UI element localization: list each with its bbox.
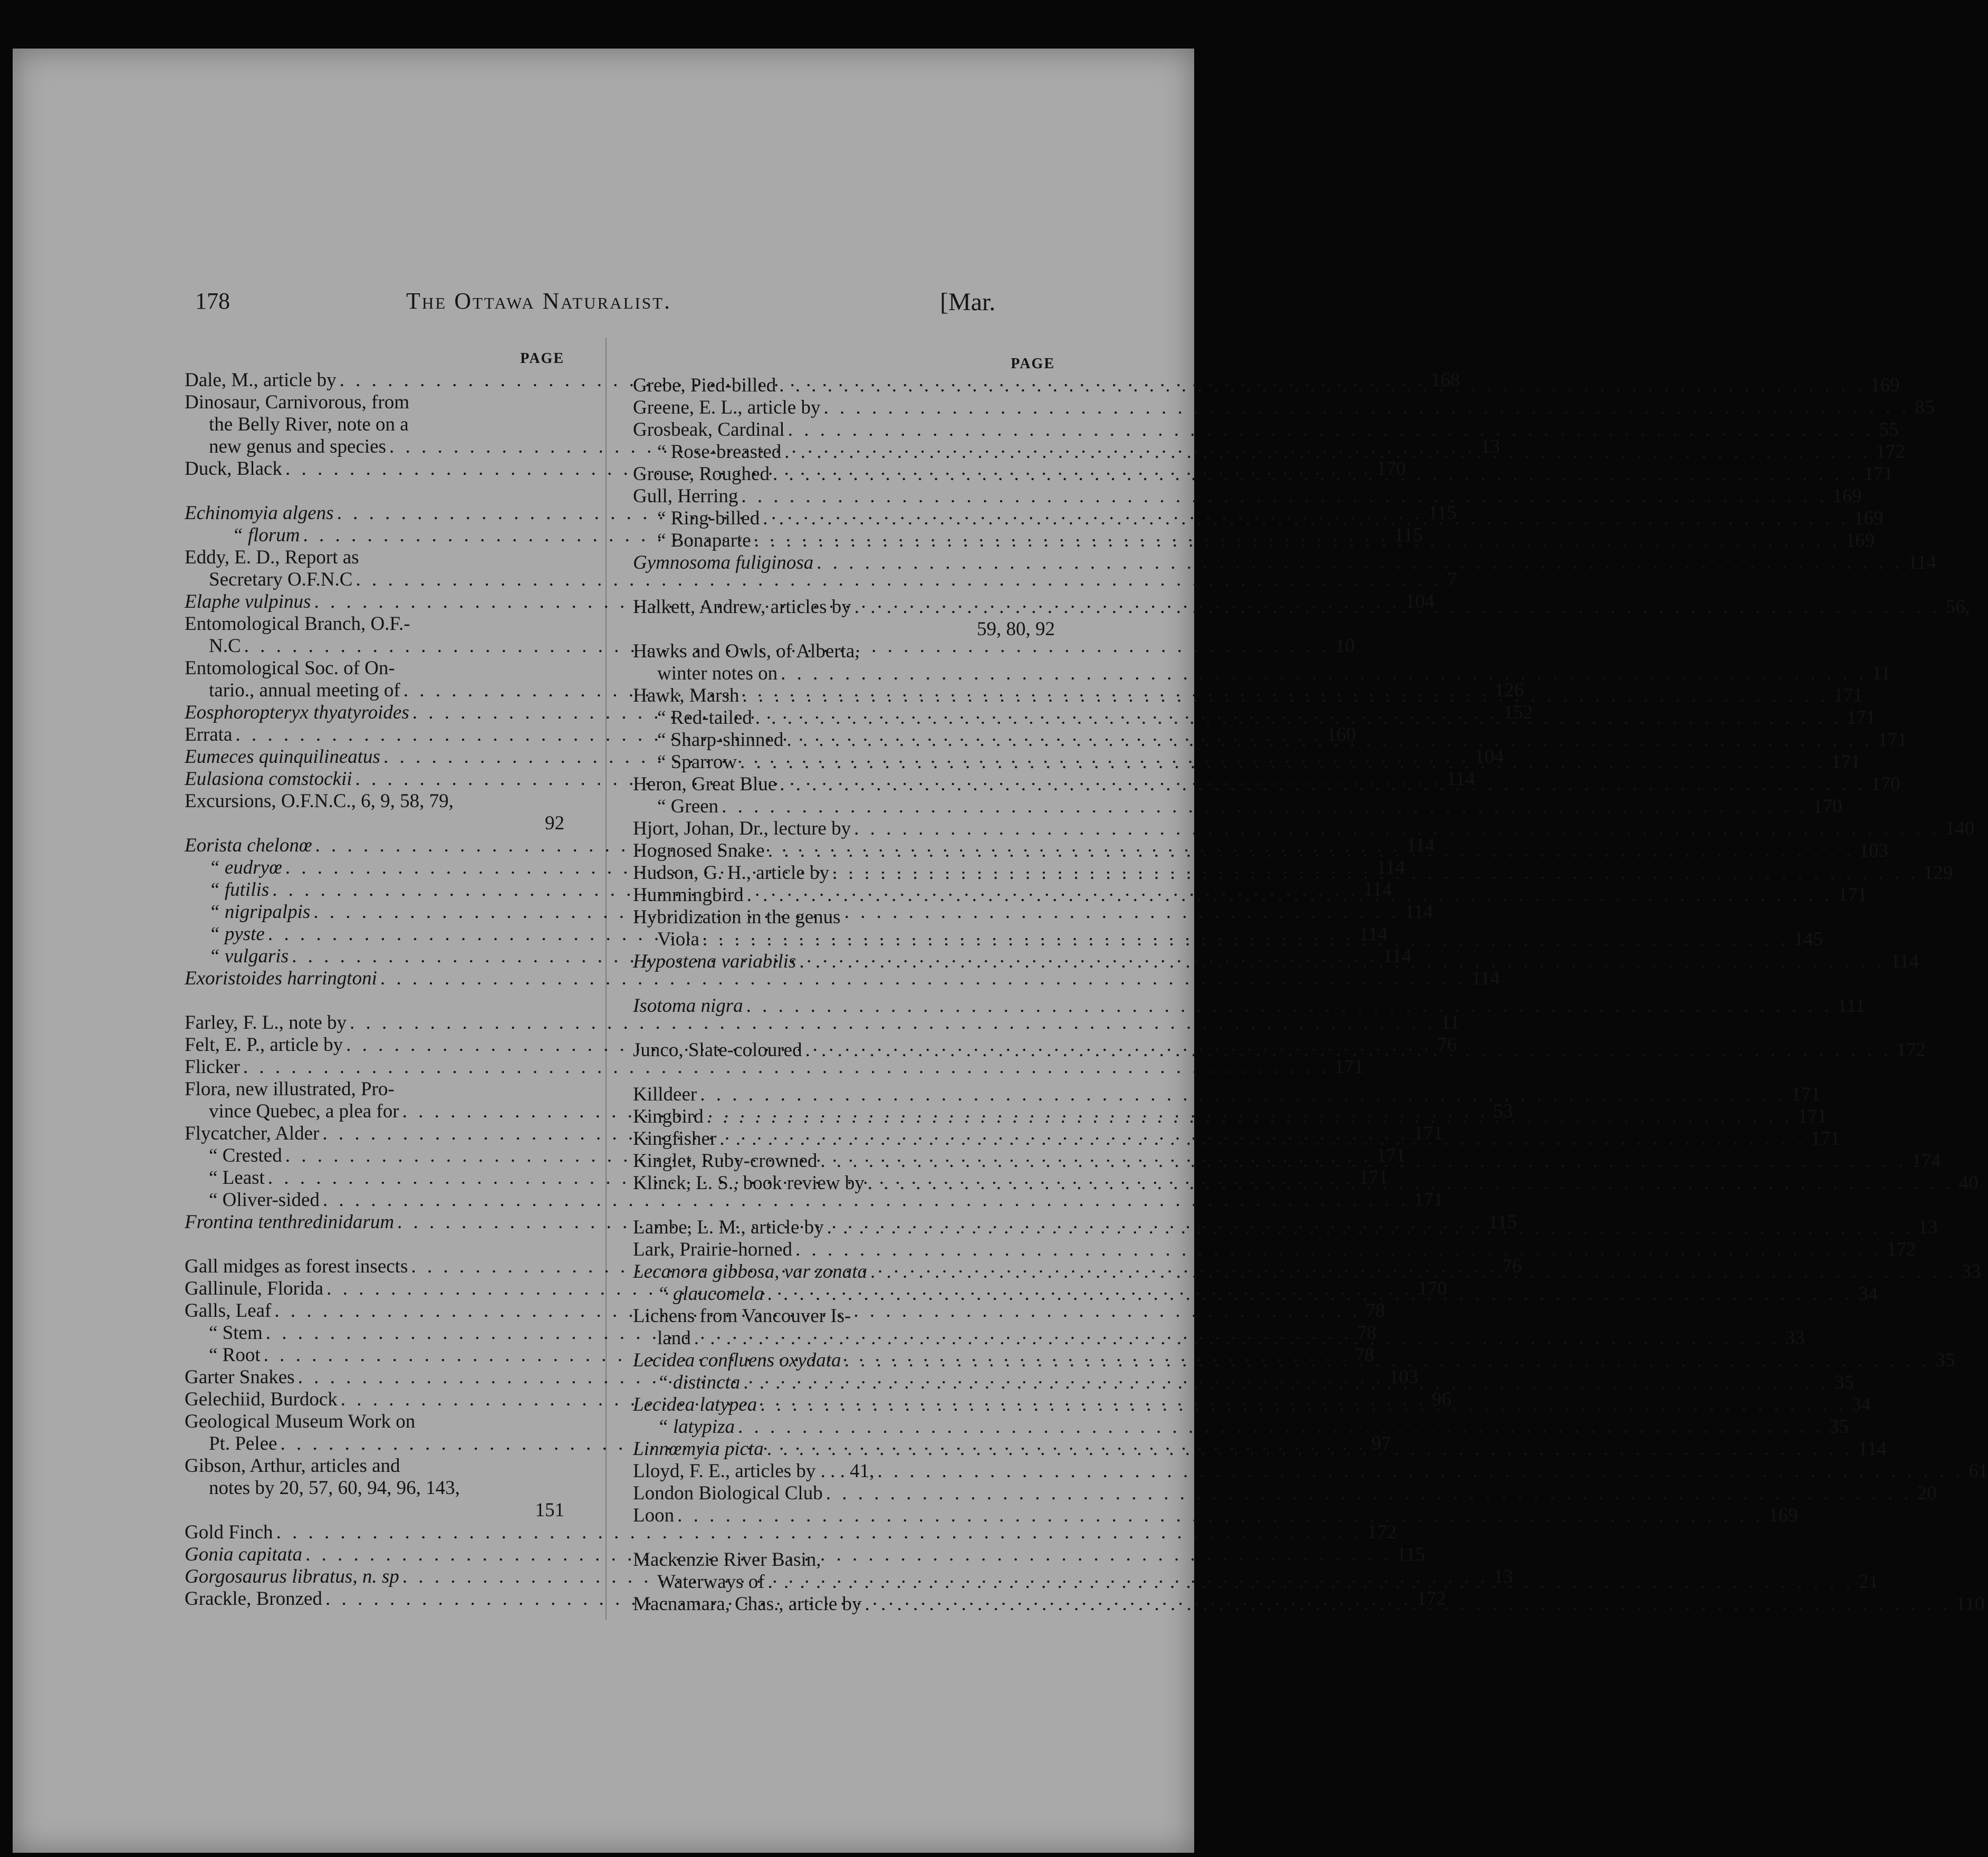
entry-text: Farley, F. L., note by (185, 1012, 347, 1033)
entry-text: vince Quebec, a plea for (209, 1100, 399, 1122)
entry-text: “ nigripalpis (209, 901, 311, 923)
entry-text: Gull, Herring (633, 485, 738, 507)
entry-text: “ Ring-billed (657, 508, 760, 529)
entry-text: Gorgosaurus libratus, n. sp (185, 1566, 399, 1587)
page-column-label: PAGE (1011, 356, 1055, 372)
entry-text: Greene, E. L., article by (633, 397, 821, 418)
entry-text: “ florum (232, 524, 300, 546)
leader-dots (851, 596, 1944, 618)
entry-text: “ Crested (209, 1145, 282, 1166)
entry-text: Flora, new illustrated, Pro- (185, 1078, 395, 1100)
index-entry (185, 1189, 1444, 1211)
index-entry (185, 812, 564, 835)
entry-text: Eorista chelonœ (185, 835, 312, 856)
entry-text: Geological Museum Work on (185, 1411, 416, 1432)
entry-page-number: 169 (1832, 485, 1862, 507)
entry-page-number: 11 (1871, 663, 1891, 684)
entry-text: Kinglet, Ruby-crowned (633, 1150, 818, 1172)
leader-dots (770, 463, 1862, 485)
entry-text: Gibson, Arthur, articles and (185, 1455, 400, 1477)
entry-text: Halkett, Andrew, articles by (633, 596, 851, 618)
entry-text: Heron, Great Blue (633, 773, 777, 795)
leader-dots (764, 1438, 1856, 1460)
entry-page-number: 114 (1471, 968, 1500, 989)
leader-dots (735, 1416, 1827, 1438)
index-entry (633, 796, 1842, 818)
entry-text: “ Sharp-shinned (657, 729, 784, 751)
entry-text: “ eudryœ (209, 857, 282, 878)
leader-dots (738, 485, 1830, 508)
entry-text: Eumeces quinquilineatus (185, 746, 380, 768)
index-entry (633, 1128, 1840, 1150)
entry-text: winter notes on (657, 663, 778, 684)
entry-page-number: 171 (1414, 1123, 1443, 1144)
entry-page-number: 103 (1859, 840, 1888, 862)
entry-text: “ pyste (209, 923, 265, 945)
running-header (179, 281, 1023, 323)
entry-text: London Biological Club (633, 1482, 823, 1504)
entry-text: “ Bonaparte (657, 530, 751, 551)
entry-text: tario., annual meeting of (209, 679, 400, 701)
leader-dots (874, 1460, 1966, 1482)
leader-dots (829, 862, 1922, 884)
entry-text: the Belly River, note on a (209, 414, 409, 435)
leader-dots (776, 375, 1868, 397)
entry-text: “ glaucomela (657, 1283, 764, 1305)
entry-text: Secretary O.F.N.C (209, 569, 353, 590)
index-entry (633, 640, 1055, 663)
entry-text: Isotoma nigra (633, 995, 743, 1017)
leader-dots (752, 707, 1845, 729)
entry-page-number: 76 (1502, 1256, 1522, 1277)
entry-page-number: 171 (1376, 1145, 1406, 1166)
entry-page-number: 169 (1853, 508, 1884, 529)
entry-text: “ Stem (209, 1322, 263, 1344)
index-entry (185, 414, 564, 436)
entry-page-number: 170 (1376, 458, 1406, 480)
entry-page-number: 160 (1327, 724, 1356, 745)
entry-text: Hognosed Snake (633, 840, 765, 862)
issue-month: [Mar. (940, 288, 996, 316)
index-entry (633, 951, 1919, 973)
entry-text: Grebe, Pied-billed (633, 375, 776, 396)
entry-text: “ latypiza (657, 1416, 735, 1438)
index-entry (185, 1499, 564, 1521)
entry-text: Lecanora gibbosa, var zonata (633, 1261, 867, 1282)
entry-page-number: 92 (545, 812, 564, 834)
index-entry (633, 995, 1866, 1017)
entry-page-number: 104 (1405, 591, 1435, 612)
entry-text: Hypostena variabilis (633, 951, 796, 972)
entry-text: Exoristoides harringtoni (185, 968, 377, 989)
index-entry (633, 1482, 1937, 1505)
page-number: 178 (195, 288, 230, 314)
index-entry (185, 968, 1500, 990)
entry-page-number: 171 (1791, 1084, 1821, 1105)
entry-page-number: 104 (1474, 746, 1504, 768)
leader-dots (691, 1327, 1783, 1349)
entry-text: Hjort, Johan, Dr., lecture by (633, 818, 851, 839)
leader-dots (739, 685, 1831, 707)
entry-page-number: 35 (1835, 1372, 1855, 1393)
entry-text: Hybridization in the genus (633, 906, 841, 928)
entry-page-number: 170 (1871, 773, 1900, 795)
entry-page-number: 85 (1915, 397, 1935, 418)
entry-text: Dale, M., article by (185, 369, 337, 391)
leader-dots (865, 1172, 1957, 1194)
index-entry (185, 1455, 564, 1477)
entry-page-number: 56, (1945, 596, 1970, 618)
entry-page-number: 55 (1879, 419, 1899, 441)
leader-dots (751, 530, 1843, 552)
leader-dots (737, 751, 1829, 773)
entry-page-number: 78 (1366, 1300, 1386, 1322)
entry-page-number: 171 (1798, 1106, 1827, 1127)
index-entry (633, 618, 1055, 640)
leader-dots (697, 1084, 1789, 1106)
entry-text: N.C (209, 635, 241, 657)
entry-text: Macnamara, Chas., article by (633, 1593, 862, 1615)
entry-page-number: 171 (1833, 685, 1863, 706)
leader-dots (743, 995, 1836, 1017)
entry-page-number: 21 (1859, 1571, 1879, 1593)
entry-page-number: 114 (1858, 1438, 1887, 1460)
index-entry (633, 1505, 1798, 1527)
index-entry (185, 569, 1457, 591)
entry-text: Grouse, Roughed (633, 463, 770, 485)
entry-page-number: 76 (1437, 1034, 1457, 1056)
entry-page-number: 35 (1935, 1349, 1955, 1371)
leader-dots (674, 1505, 1766, 1527)
index-entry (185, 1477, 564, 1499)
index-entry (633, 906, 1055, 928)
entry-page-number: 115 (1428, 502, 1457, 524)
entry-text: Kingbird (633, 1106, 704, 1127)
entry-text: Eddy, E. D., Report as (185, 547, 359, 568)
index-entry (185, 657, 564, 679)
entry-page-number: 111 (1837, 995, 1866, 1017)
entry-page-number: 172 (1416, 1588, 1446, 1610)
entry-page-number: 13 (1493, 1566, 1513, 1587)
entry-page-number: 171 (1359, 1167, 1389, 1189)
index-entry (185, 1056, 1364, 1078)
entry-text: Gymnosoma fuliginosa (633, 552, 814, 573)
leader-dots (740, 1372, 1832, 1394)
entry-page-number: 171 (1864, 463, 1894, 485)
entry-text: Entomological Branch, O.F.- (185, 613, 410, 635)
entry-page-number: 171 (1414, 1189, 1444, 1211)
leader-dots (851, 818, 1943, 840)
leader-dots (792, 1239, 1885, 1261)
entry-page-number: 11 (1440, 1012, 1460, 1033)
entry-page-number: 96 (1432, 1389, 1452, 1410)
entry-text: land (657, 1327, 691, 1349)
entry-page-number: 114 (1406, 835, 1435, 856)
entry-page-number: 115 (1396, 1544, 1425, 1565)
entry-page-number: 114 (1405, 901, 1434, 923)
entry-text: Echinomyia algens (185, 502, 334, 524)
index-entry (185, 391, 564, 414)
leader-dots (744, 884, 1836, 906)
entry-text: Loon (633, 1505, 675, 1526)
entry-page-number: 129 (1923, 862, 1953, 884)
entry-page-number: 174 (1912, 1150, 1941, 1172)
entry-text: Kingfisher (633, 1128, 717, 1150)
entry-text: notes by 20, 57, 60, 94, 96, 143, (209, 1477, 460, 1499)
entry-page-number: 140 (1945, 818, 1975, 839)
entry-page-number: 171 (1334, 1056, 1364, 1078)
entry-page-number: 33 (1961, 1261, 1981, 1282)
entry-text: Gold Finch (185, 1521, 273, 1543)
entry-text: “ Red-tailed (657, 707, 752, 729)
index-entry (633, 1460, 1988, 1482)
entry-page-number: 170 (1417, 1278, 1447, 1299)
entry-text: Grackle, Bronzed (185, 1588, 322, 1610)
entry-text: Frontina tenthredinidarum (185, 1211, 395, 1233)
entry-text: “ distincta (657, 1372, 741, 1393)
entry-page-number: 61 (1968, 1460, 1988, 1482)
leader-dots (716, 1128, 1809, 1150)
index-entry (633, 818, 1975, 840)
entry-text: Hawk, Marsh (633, 685, 740, 706)
entry-page-number: 114 (1446, 768, 1475, 790)
leader-dots (817, 1150, 1909, 1172)
entry-page-number: 171 (1811, 1128, 1840, 1150)
entry-text: Hummingbird (633, 884, 744, 906)
index-entry (633, 552, 1937, 574)
entry-text: Hawks and Owls, of Alberta, (633, 640, 860, 662)
index-entry (633, 1305, 1055, 1327)
leader-dots (820, 397, 1913, 419)
entry-text: Linnœmyia picta (633, 1438, 764, 1460)
leader-dots (785, 419, 1877, 441)
entry-page-number: 115 (1488, 1211, 1517, 1233)
entry-text: Lecidea confluens oxydata (633, 1349, 841, 1371)
leader-dots (765, 840, 1857, 862)
entry-page-number: 145 (1793, 928, 1823, 950)
leader-dots (796, 951, 1888, 973)
entry-text: Duck, Black (185, 458, 282, 480)
leader-dots (760, 508, 1852, 530)
leader-dots (862, 1593, 1954, 1615)
entry-page-number: 114 (1359, 923, 1388, 945)
entry-text: Klinck, L. S., book review by (633, 1172, 865, 1194)
entry-page-number: 114 (1363, 879, 1392, 901)
entry-page-number: 169 (1768, 1505, 1798, 1526)
entry-page-number: 172 (1367, 1521, 1397, 1543)
entry-text: Grosbeak, Cardinal (633, 419, 785, 441)
entry-text: Killdeer (633, 1084, 697, 1105)
entry-page-number: 171 (1846, 707, 1876, 729)
leader-dots (824, 1217, 1916, 1239)
leader-dots (776, 773, 1869, 796)
entry-page-number: 103 (1389, 1366, 1418, 1388)
index-entry (633, 397, 1935, 419)
entry-page-number: 114 (1376, 857, 1405, 878)
entry-text: Gallinule, Florida (185, 1278, 324, 1299)
entry-page-number: 172 (1886, 1239, 1916, 1260)
entry-page-number: 171 (1831, 751, 1861, 773)
entry-page-number: 53 (1493, 1100, 1513, 1122)
page-column-label: PAGE (520, 350, 564, 367)
entry-text: Lark, Prairie-horned (633, 1239, 793, 1260)
leader-dots (704, 1106, 1796, 1128)
entry-page-number: 151 (535, 1499, 564, 1521)
leader-dots (777, 663, 1870, 685)
index-entry (633, 1549, 1055, 1571)
leader-dots (781, 441, 1874, 463)
leader-dots (841, 1349, 1934, 1372)
entry-page-number: 172 (1876, 441, 1905, 463)
entry-page-number: 10 (1335, 635, 1355, 657)
entry-text: Lloyd, F. E., articles by . . . 41, (633, 1460, 875, 1482)
entry-page-number: 114 (1382, 945, 1411, 967)
leader-dots (764, 1283, 1856, 1305)
index-entry (185, 547, 564, 569)
entry-text: “ Green (657, 796, 719, 817)
index-entry (185, 1012, 1460, 1034)
index-entry (185, 1411, 564, 1433)
entry-page-number: 33 (1785, 1327, 1805, 1349)
leader-dots (765, 1571, 1857, 1593)
entry-text: Flycatcher, Alder (185, 1123, 320, 1144)
entry-text: “ Rose-breasted (657, 441, 782, 463)
index-entry (633, 419, 1899, 441)
index-entry (185, 1078, 564, 1100)
entry-text: Waterways of (657, 1571, 765, 1593)
entry-page-number: 7 (1447, 569, 1457, 590)
entry-page-number: 171 (1878, 729, 1907, 751)
entry-text: “ Sparrow (657, 751, 737, 773)
entry-page-number: 170 (1812, 796, 1842, 817)
index-entry (633, 1084, 1821, 1106)
index-entry (633, 485, 1862, 508)
entry-text: Felt, E. P., article by (185, 1034, 343, 1056)
entry-page-number: 13 (1480, 436, 1500, 457)
entry-page-number: 169 (1870, 375, 1900, 396)
leader-dots (718, 796, 1811, 818)
entry-text: “ Least (209, 1167, 265, 1189)
leader-dots (867, 1261, 1960, 1283)
entry-page-number: 35 (1829, 1416, 1849, 1438)
leader-dots (802, 1039, 1895, 1061)
index-entry (185, 1521, 1397, 1544)
entry-text: Entomological Soc. of On- (185, 657, 395, 679)
entry-page-number: 114 (1890, 951, 1919, 972)
entry-text: Lecidea latypea (633, 1394, 757, 1415)
entry-page-number: 59, 80, 92 (977, 618, 1055, 640)
entry-page-number: 114 (1908, 552, 1937, 573)
index-entry (185, 613, 564, 635)
leader-dots (699, 928, 1792, 951)
index-entry (633, 1416, 1849, 1438)
leader-dots (813, 552, 1906, 574)
entry-text: Elaphe vulpinus (185, 591, 311, 612)
entry-text: Gall midges as forest insects (185, 1256, 408, 1277)
leader-dots (823, 1482, 1915, 1505)
entry-page-number: 126 (1494, 679, 1524, 701)
entry-text: “ Root (209, 1344, 261, 1366)
entry-page-number: 78 (1355, 1344, 1375, 1366)
entry-text: “ vulgaris (209, 945, 289, 967)
entry-text: Garter Snakes (185, 1366, 295, 1388)
entry-page-number: 40 (1958, 1172, 1979, 1194)
entry-page-number: 34 (1851, 1394, 1871, 1415)
journal-title: The Ottawa Naturalist. (406, 288, 672, 314)
entry-page-number: 13 (1918, 1217, 1938, 1238)
entry-page-number: 172 (1896, 1039, 1926, 1061)
index-entry (633, 1239, 1916, 1261)
entry-text: Viola (657, 928, 699, 950)
entry-page-number: 97 (1371, 1433, 1391, 1454)
entry-text: Lambe, L. M., article by (633, 1217, 824, 1238)
entry-text: “ futilis (209, 879, 270, 901)
entry-text: Gelechiid, Burdock (185, 1389, 338, 1410)
entry-text: Flicker (185, 1056, 240, 1078)
entry-text: Pt. Pelee (209, 1433, 277, 1454)
index-entry (633, 663, 1891, 685)
entry-text: Eulasiona comstockii (185, 768, 352, 790)
entry-text: Excursions, O.F.N.C., 6, 9, 58, 79, (185, 790, 454, 812)
entry-text: Dinosaur, Carnivorous, from (185, 391, 410, 413)
entry-text: “ Oliver-sided (209, 1189, 320, 1211)
entry-page-number: 168 (1430, 369, 1460, 391)
entry-page-number: 20 (1917, 1482, 1937, 1504)
entry-page-number: 152 (1503, 702, 1533, 723)
index-entry (185, 790, 564, 812)
entry-text: Lichens from Vancouver Is- (633, 1305, 851, 1327)
entry-text: Eosphoropteryx thyatyroides (185, 702, 409, 723)
entry-page-number: 78 (1357, 1322, 1377, 1344)
entry-page-number: 34 (1858, 1283, 1878, 1305)
entry-text: Galls, Leaf (185, 1300, 272, 1322)
entry-text: Errata (185, 724, 233, 745)
entry-text: Hudson, G. H., article by (633, 862, 829, 884)
entry-page-number: 110 (1956, 1593, 1985, 1615)
entry-text: Gonia capitata (185, 1544, 303, 1565)
entry-page-number: 169 (1845, 530, 1875, 551)
entry-text: new genus and species (209, 436, 386, 457)
leader-dots (757, 1394, 1849, 1416)
leader-dots (783, 729, 1876, 751)
entry-text: Junco, Slate-coloured (633, 1039, 802, 1061)
entry-page-number: 115 (1394, 524, 1423, 546)
entry-page-number: 171 (1838, 884, 1867, 906)
entry-text: Mackenzie River Basin, (633, 1549, 821, 1571)
